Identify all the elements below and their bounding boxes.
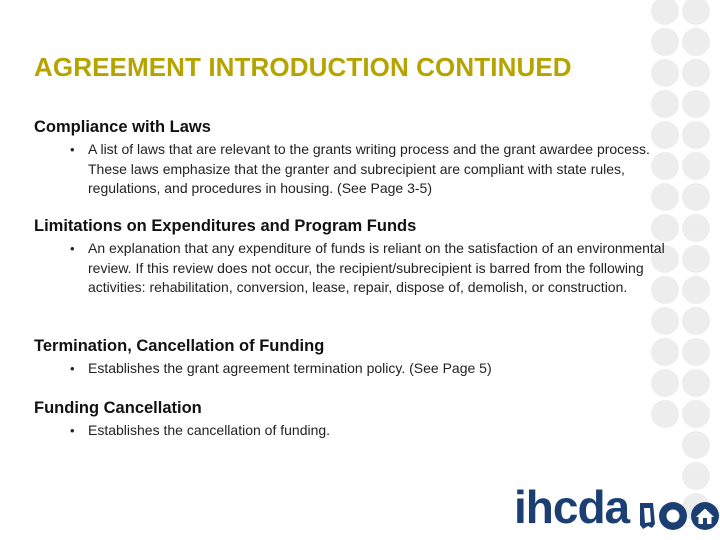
section-heading: Funding Cancellation: [34, 399, 202, 417]
background-dot: [682, 152, 710, 180]
background-dot: [682, 276, 710, 304]
background-dot: [651, 0, 679, 25]
background-dot: [651, 307, 679, 335]
bullet-text: Establishes the grant agreement termination policy. (See Page 5): [88, 360, 492, 376]
background-dot: [651, 90, 679, 118]
section-termination-cancellation: [34, 336, 684, 379]
slide-title: AGREEMENT INTRODUCTION CONTINUED: [34, 52, 572, 82]
background-dot: [682, 462, 710, 490]
background-dot: [682, 400, 710, 428]
section-compliance-with-laws: [34, 117, 684, 199]
background-dot: [682, 0, 710, 25]
bullet-mark: •: [70, 423, 75, 438]
bullet-item: [70, 140, 684, 199]
house-icon: [691, 502, 719, 530]
section-heading: Limitations on Expenditures and Program Funds: [34, 217, 417, 235]
logo-wordmark: ihcda: [514, 481, 630, 533]
background-dot: [682, 214, 710, 242]
background-dot: [682, 338, 710, 366]
bullet-text: A list of laws that are relevant to the grants writing process and the grant awardee process. These laws emphasize that the granter and subrecipient are compliant with state rules, regulations, and procedures in housing. (See Page 3-5): [88, 141, 650, 196]
background-dot: [682, 369, 710, 397]
section-heading: Termination, Cancellation of Funding: [34, 337, 325, 355]
background-dot: [651, 28, 679, 56]
section-funding-cancellation: [34, 398, 684, 441]
background-dot: [682, 28, 710, 56]
background-dot: [682, 431, 710, 459]
section-limitations-on-expenditures: [34, 216, 684, 298]
bullet-item: [70, 421, 684, 441]
indiana-state-icon: [640, 503, 655, 529]
ihcda-logo: [514, 481, 720, 540]
bullet-text: Establishes the cancellation of funding.: [88, 422, 331, 438]
section-heading: Compliance with Laws: [34, 118, 211, 136]
background-dot: [682, 59, 710, 87]
bullet-item: [70, 359, 684, 379]
bullet-mark: •: [70, 361, 75, 376]
background-dot: [682, 307, 710, 335]
circle-icon: [659, 502, 687, 530]
bullet-item: [70, 239, 684, 298]
background-dot: [682, 121, 710, 149]
logo-icons: [640, 500, 720, 534]
bullet-text: An explanation that any expenditure of funds is reliant on the satisfaction of an environmental review. If this review does not occur, the recipient/subrecipient is barred from the following activities: rehabilitation, conversion, lease, repair, dispose of, demolish, or construction.: [88, 240, 665, 295]
bullet-mark: •: [70, 241, 75, 256]
background-dot: [682, 245, 710, 273]
bullet-mark: •: [70, 142, 75, 157]
background-dot: [651, 59, 679, 87]
background-dot: [682, 183, 710, 211]
background-dot: [682, 90, 710, 118]
